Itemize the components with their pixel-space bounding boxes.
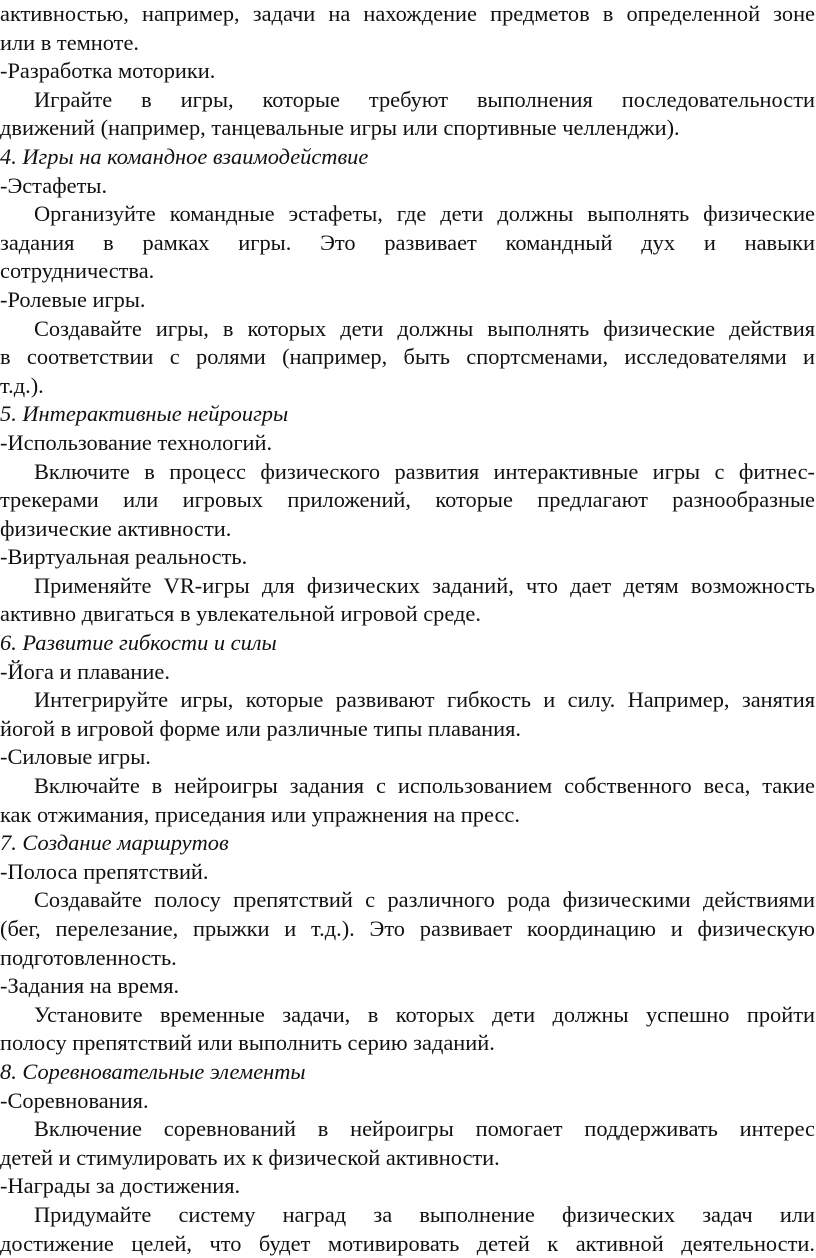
paragraph-line: в соответствии с ролями (например, быть спортсменами, исследователями и	[0, 344, 815, 370]
paragraph-line: достижение целей, что будет мотивировать детей к активной деятельности.	[0, 1230, 815, 1256]
paragraph-line: Включайте в нейроигры задания с использованием собственного веса, такие	[34, 773, 815, 799]
paragraph-line: как отжимания, приседания или упражнения на пресс.	[0, 801, 520, 827]
paragraph-line: активно двигаться в увлекательной игровой среде.	[0, 601, 481, 627]
paragraph-line: Установите временные задачи, в которых дети должны успешно пройти	[34, 1001, 815, 1027]
paragraph-line: или в темноте.	[0, 29, 140, 55]
paragraph-line: Создавайте игры, в которых дети должны выполнять физические действия	[34, 315, 815, 341]
paragraph-line: Интегрируйте игры, которые развивают гибкость и силу. Например, занятия	[34, 687, 815, 713]
list-item: -Силовые игры.	[0, 744, 151, 770]
paragraph-line: физические активности.	[0, 515, 232, 541]
section-heading: 6. Развитие гибкости и силы	[0, 630, 277, 656]
paragraph-line: Организуйте командные эстафеты, где дети должны выполнять физические	[34, 201, 815, 227]
paragraph-line: задания в рамках игры. Это развивает командный дух и навыки	[0, 229, 815, 255]
paragraph-line: Играйте в игры, которые требуют выполнения последовательности	[34, 86, 815, 112]
list-item: -Йога и плавание.	[0, 658, 170, 684]
section-heading: 5. Интерактивные нейроигры	[0, 401, 289, 427]
paragraph-line: полосу препятствий или выполнить серию заданий.	[0, 1030, 495, 1056]
section-heading: 4. Игры на командное взаимодействие	[0, 143, 369, 169]
section-heading: 8. Соревновательные элементы	[0, 1058, 306, 1084]
list-item: -Использование технологий.	[0, 429, 273, 455]
section-heading: 7. Создание маршрутов	[0, 830, 229, 856]
list-item: -Эстафеты.	[0, 172, 108, 198]
paragraph-line: подготовленность.	[0, 944, 177, 970]
list-item: -Соревнования.	[0, 1087, 149, 1113]
list-item: -Ролевые игры.	[0, 286, 146, 312]
list-item: -Разработка моторики.	[0, 58, 216, 84]
list-item: -Виртуальная реальность.	[0, 544, 248, 570]
paragraph-line: активностью, например, задачи на нахождение предметов в определенной зоне	[0, 1, 815, 26]
list-item: -Награды за достижения.	[0, 1173, 241, 1199]
paragraph-line: (бег, перелезание, прыжки и т.д.). Это развивает координацию и физическую	[0, 916, 815, 941]
paragraph-line: детей и стимулировать их к физической активности.	[0, 1144, 500, 1170]
paragraph-line: Придумайте систему наград за выполнение физических задач или	[34, 1201, 815, 1227]
paragraph-line: Создавайте полосу препятствий с различного рода физическими действиями	[34, 887, 815, 913]
paragraph-line: трекерами или игровых приложений, которые предлагают разнообразные	[0, 487, 815, 513]
paragraph-line: йогой в игровой форме или различные типы плавания.	[0, 715, 522, 741]
list-item: -Задания на время.	[0, 973, 180, 999]
paragraph-line: Применяйте VR-игры для физических заданий, что дает детям возможность	[34, 572, 815, 598]
paragraph-line: движений (например, танцевальные игры или спортивные челленджи).	[0, 115, 680, 141]
list-item: -Полоса препятствий.	[0, 858, 209, 884]
paragraph-line: Включение соревнований в нейроигры помогает поддерживать интерес	[34, 1116, 815, 1142]
paragraph-line: сотрудничества.	[0, 258, 155, 284]
paragraph-line: т.д.).	[0, 372, 44, 398]
paragraph-line: Включите в процесс физического развития интерактивные игры с фитнес-	[34, 458, 815, 484]
